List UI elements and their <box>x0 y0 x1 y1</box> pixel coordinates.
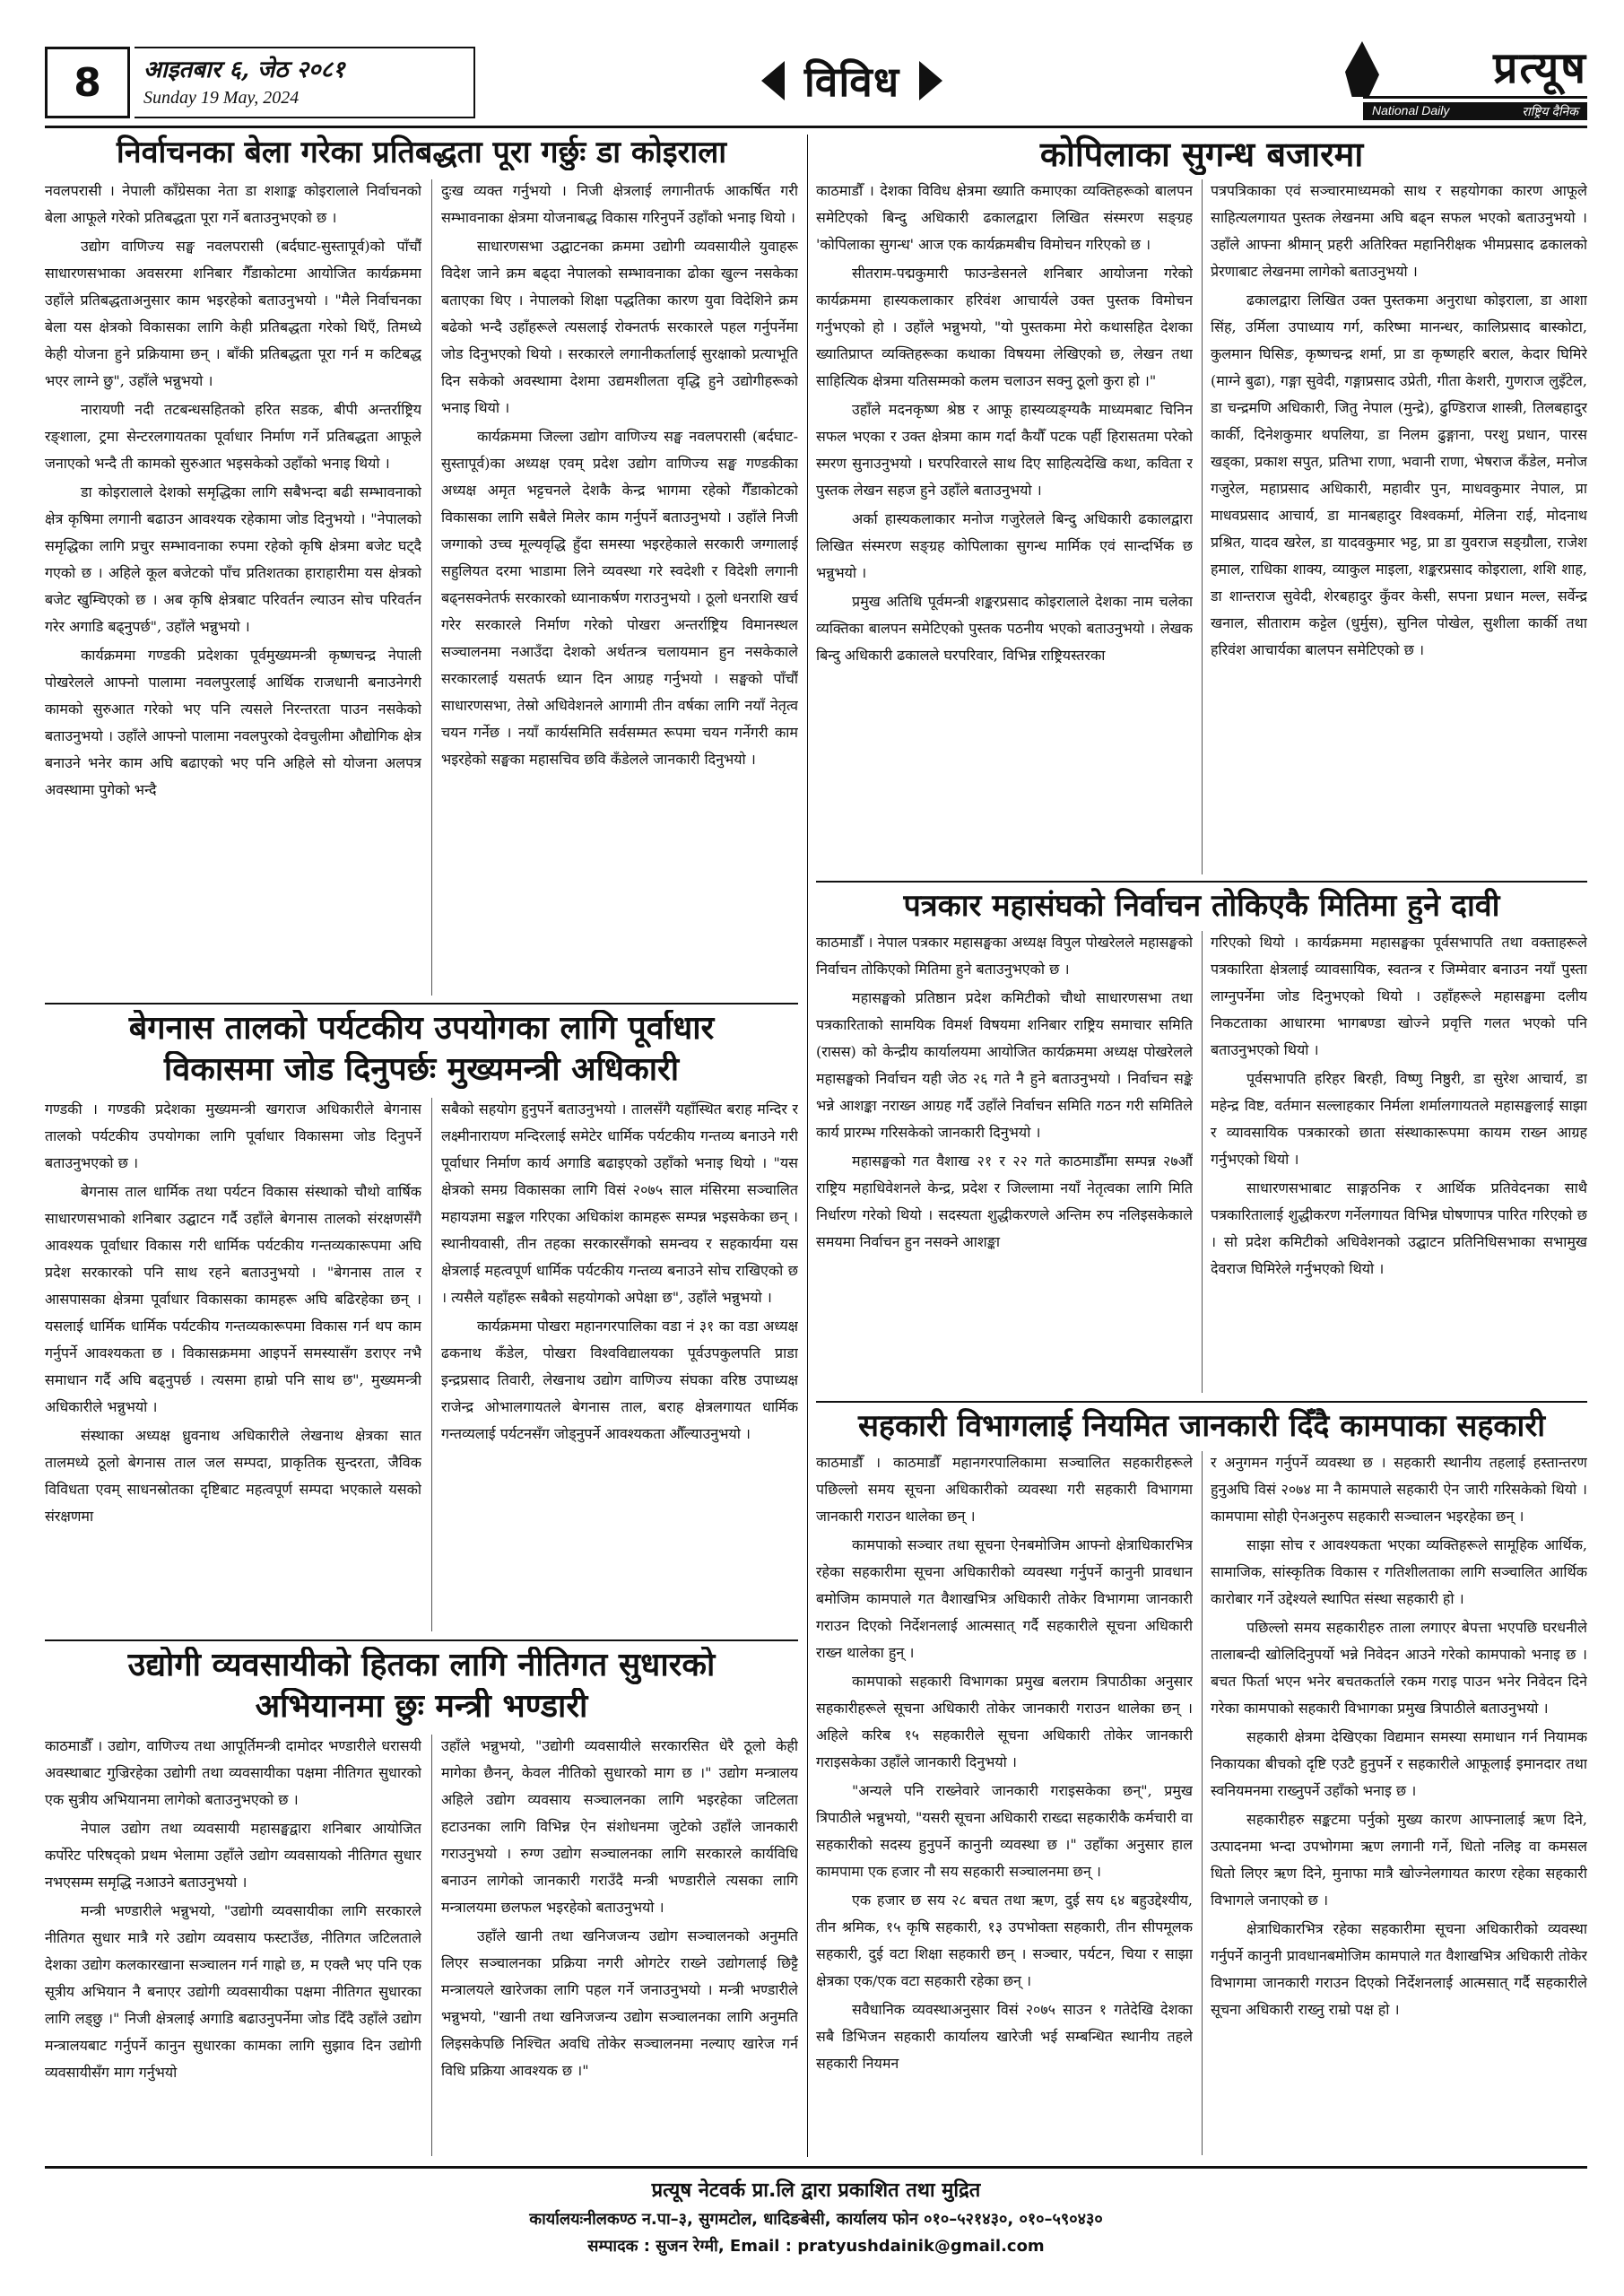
date-nepali: आइतबार ६, जेठ २०८१ <box>143 57 345 83</box>
article-begnas-col1 <box>45 1096 421 1634</box>
article-koirala-col1 <box>45 178 421 998</box>
paragraph: उहाँले भन्नुभयो, "उद्योगी व्यवसायीले सरकारसित धेरै ठूलो केही मागेका छैनन्, केवल नीतिको सुधारको माग छ ।" उद्योग मन्त्रालय अहिले उद्योग व्यवसाय सञ्चालनका लागि भइरहेका जटिलता हटाउनका लागि विभिन्न ऐन संशोधनमा जुटेको उहाँले जानकारी गराउनुभयो । रुग्ण उद्योग सञ्चालनका लागि सरकारले कार्यविधि बनाउन लागेको जानकारी गराउँदै मन्त्री भण्डारीले त्यसका लागि मन्त्रालयमा छलफल भइरहेको बताउनुभयो । <box>441 1737 798 1916</box>
headline-koirala: निर्वाचनका बेला गरेका प्रतिबद्धता पूरा गर्छुः डा कोइराला <box>116 135 727 170</box>
article-kopila-col1 <box>816 178 1193 877</box>
paragraph: मन्त्री भण्डारीले भन्नुभयो, "उद्योगी व्यवसायीका लागि सरकारले नीतिगत सुधार मात्रै गरे उद्योग व्यवसाय फस्टाउँछ, नीतिगत जटिलताले देशका उद्योग कलकारखाना सञ्चालन गर्न गाह्रो छ, म एक्लै भए पनि एक सूत्रीय अभियान नै बनाएर उद्योगी व्यवसायीका पक्षमा नीतिगत सुधारका लागि लड्छु ।" निजी क्षेत्रलाई अगाडि बढाउनुपर्नेमा जोड दिँदै उहाँले उद्योग मन्त्रालयबाट गर्नुपर्ने कानुन सुधारका कामका लागि सुझाव दिन उद्योगी व्यवसायीसँग माग गर्नुभयो <box>45 1902 421 2081</box>
article-kopila-col2 <box>1211 178 1587 877</box>
paragraph: कार्यक्रममा गण्डकी प्रदेशका पूर्वमुख्यमन्त्री कृष्णचन्द्र नेपाली पोखरेलले आफ्नो पालामा नवलपुरलाई आर्थिक राजधानी बनाउनेगरी कामको सुरुआत गरेको भए पनि त्यसले निरन्तरता पाउन नसकेको बताउनुभयो । उहाँले आफ्नो पालामा नवलपुरको देवचुलीमा औद्योगिक क्षेत्र बनाउने भनेर काम अघि बढाएको भए पनि अहिले सो योजना अलपत्र अवस्थामा पुगेको भन्दै <box>45 647 421 798</box>
headline-begnas-line1: बेगनास तालको पर्यटकीय उपयोगका लागि पूर्वाधार <box>128 1010 715 1047</box>
paragraph: उद्योग वाणिज्य सङ्घ नवलपरासी (बर्दघाट-सुस्तापूर्व)को पाँचौँ साधारणसभाका अवसरमा शनिबार गैँडाकोटमा आयोजित कार्यक्रममा उहाँले प्रतिबद्धताअनुसार काम भइरहेको बताउनुभयो । "मैले निर्वाचनका बेला यस क्षेत्रको विकासका लागि केही प्रतिबद्धता गरेको थिएँ, तिमध्ये केही योजना हुने प्रक्रियामा छन् । बाँकी प्रतिबद्धता पूरा गर्न म कटिबद्ध भएर लाग्ने छु", उहाँले भन्नुभयो । <box>45 238 421 389</box>
headline-patrakar: पत्रकार महासंघको निर्वाचन तोकिएकै मितिमा हुने दावी <box>903 888 1500 924</box>
paragraph: नेपाल उद्योग तथा व्यवसायी महासङ्घद्वारा शनिबार आयोजित कर्पोरेट परिषद्को प्रथम भेलामा उहाँले उद्योग व्यवसायको नीतिगत सुधार नभएसम्म समृद्धि नआउने बताउनुभयो । <box>45 1820 421 1891</box>
paragraph: क्षेत्राधिकारभित्र रहेका सहकारीमा सूचना अधिकारीको व्यवस्था गर्नुपर्ने कानुनी प्रावधानबमोजिम कामपाले गत वैशाखभित्र अधिकारी तोकेर विभागमा जानकारी गराउन दिएको निर्देशनलाई आत्मसात् गर्दै सहकारीले सूचना अधिकारी राख्नु राम्रो पक्ष हो । <box>1211 1920 1587 2018</box>
page-column-divider <box>807 135 808 2157</box>
paragraph: साझा सोच र आवश्यकता भएका व्यक्तिहरूले सामूहिक आर्थिक, सामाजिक, सांस्कृतिक विकास र गतिशीलताका लागि सञ्चालित आर्थिक कारोबार गर्ने उद्देश्यले स्थापित संस्था सहकारी हो । <box>1211 1536 1587 1607</box>
paragraph: सहकारी क्षेत्रमा देखिएका विद्यमान समस्या समाधान गर्न नियामक निकायका बीचको दृष्टि एउटै हुनुपर्ने र सहकारीले आफूलाई इमानदार तथा स्वनियमनमा राख्नुपर्ने उहाँको भनाइ छ । <box>1211 1728 1587 1799</box>
paragraph: एक हजार छ सय २८ बचत तथा ऋण, दुई सय ६४ बहुउद्देश्यीय, तीन श्रमिक, १५ कृषि सहकारी, १३ उपभोक्ता सहकारी, तीन सीपमूलक सहकारी, दुई वटा शिक्षा सहकारी छन् । सञ्चार, पर्यटन, चिया र साझा क्षेत्रका एक/एक वटा सहकारी रहेका छन् । <box>816 1892 1193 1989</box>
paragraph: दुःख व्यक्त गर्नुभयो । निजी क्षेत्रलाई लगानीतर्फ आकर्षित गरी सम्भावनाका क्षेत्रमा योजनाबद्ध विकास गरिनुपर्ने उहाँको भनाइ थियो । <box>441 182 798 226</box>
arrow-left-icon <box>761 61 785 100</box>
paragraph: कार्यक्रममा जिल्ला उद्योग वाणिज्य सङ्घ नवलपरासी (बर्दघाट-सुस्तापूर्व)का अध्यक्ष एवम् प्रदेश उद्योग वाणिज्य सङ्घ गण्डकीका अध्यक्ष अमृत भट्टचनले देशकै केन्द्र भागमा रहेको गैँडाकोटको विकासका लागि सबैले मिलेर काम गर्नुपर्ने बताउनुभयो । उहाँले निजी जग्गाको उच्च मूल्यवृद्धि हुँदा समस्या भइरहेकाले सरकारी जग्गालाई सहुलियत दरमा भाडामा लिने व्यवस्था गरे स्वदेशी र विदेशी लगानी बढ्नसक्नेतर्फ सरकारको ध्यानाकर्षण गराउनुभयो । ठूलो धनराशि खर्च गरेर सरकारले निर्माण गरेको पोखरा अन्तर्राष्ट्रिय विमानस्थल सञ्चालनमा नआउँदा देशको अर्थतन्त्र चलायमान हुन नसकेकाले सरकारलाई यसतर्फ ध्यान दिन आग्रह गर्नुभयो । सङ्घको पाँचौँ साधारणसभा, तेस्रो अधिवेशनले आगामी तीन वर्षका लागि नयाँ नेतृत्व चयन गर्नेछ । नयाँ कार्यसमिति सर्वसम्मत रूपमा चयन गर्नेगरी काम भइरहेको सङ्घका महासचिव छवि कँडेलले जानकारी दिनुभयो । <box>441 428 798 768</box>
paragraph: कामपाको सहकारी विभागका प्रमुख बलराम त्रिपाठीका अनुसार सहकारीहरूले सूचना अधिकारी तोकेर जानकारी गराउन थालेका छन् । अहिले करिब १५ सहकारीले सूचना अधिकारी तोकेर जानकारी गराइसकेका उहाँले जानकारी दिनुभयो । <box>816 1673 1193 1770</box>
headline-sahakari: सहकारी विभागलाई नियमित जानकारी दिँदै कामपाका सहकारी <box>857 1408 1546 1444</box>
newspaper-logo <box>1345 38 1587 123</box>
column-divider <box>431 1735 432 2156</box>
section-title: विविध <box>803 57 900 106</box>
article-separator <box>45 1003 798 1004</box>
footer <box>45 2166 1587 2265</box>
logo-sub-left: National Daily <box>1372 103 1450 117</box>
paragraph: सहकारीहरु सङ्कटमा पर्नुको मुख्य कारण आफ्नालाई ऋण दिने, उत्पादनमा भन्दा उपभोगमा ऋण लगानी गर्ने, धितो नलिइ वा कमसल धितो लिएर ऋण दिने, मुनाफा मात्रै खोज्नेलगायत कारण रहेका सहकारी विभागले जनाएको छ । <box>1211 1811 1587 1909</box>
article-koirala-col2 <box>441 178 798 998</box>
logo-sub-right: राष्ट्रिय दैनिक <box>1522 104 1578 118</box>
paragraph: महासङ्घको प्रतिष्ठान प्रदेश कमिटीको चौथो साधारणसभा तथा पत्रकारिताको सामयिक विमर्श विषयमा शनिबार राष्ट्रिय समाचार समिति (रासस) को केन्द्रीय कार्यालयमा आयोजित कार्यक्रममा अध्यक्ष पोखरेलले महासङ्घको निर्वाचन यही जेठ २६ गते नै हुने बताउनुभयो । निर्वाचन सङ्के भन्ने आशङ्का नराख्न आग्रह गर्दै उहाँले निर्वाचन समिति गठन गरी समितिले कार्य प्रारम्भ गरिसकेको जानकारी दिनुभयो । <box>816 989 1193 1141</box>
logo-subtitle <box>1363 102 1587 120</box>
footer-editor: सम्पादक : सुजन रेग्मी, Email : pratyushdainik@gmail.com <box>587 2237 1045 2256</box>
section-header <box>708 45 995 117</box>
article-patrakar-col1 <box>816 929 1193 1396</box>
paragraph: काठमाडौँ । उद्योग, वाणिज्य तथा आपूर्तिमन्त्री दामोदर भण्डारीले धरासयी अवस्थाबाट गुज्रिरहेका उद्योगी तथा व्यवसायीका पक्षमा नीतिगत सुधारको एक सुत्रीय अभियानमा लागेको बताउनुभएको छ । <box>45 1737 421 1808</box>
headline-kopila: कोपिलाका सुगन्ध बजारमा <box>1039 135 1364 174</box>
headline-bhandari-line2: अभियानमा छुः मन्त्री भण्डारी <box>255 1688 588 1725</box>
paragraph: डा कोइरालाले देशको समृद्धिका लागि सबैभन्दा बढी सम्भावनाको क्षेत्र कृषिमा लगानी बढाउन आवश्यक रहेकामा जोड दिनुभयो । "नेपालको समृद्धिका लागि प्रचुर सम्भावनाका रुपमा रहेको कृषि क्षेत्रमा बजेट घट्दै गएको छ । अहिले कूल बजेटको पाँच प्रतिशतका हाराहारीमा यस क्षेत्रको बजेट खुम्चिएको छ । अब कृषि क्षेत्रबाट परिवर्तन ल्याउन सोच परिवर्तन गरेर अगाडि बढ्नुपर्छ", उहाँले भन्नुभयो । <box>45 483 421 635</box>
page-number: 8 <box>45 47 130 118</box>
paragraph: नवलपरासी । नेपाली काँग्रेसका नेता डा शशाङ्क कोइरालाले निर्वाचनको बेला आफूले गरेको प्रतिबद्धता पूरा गर्ने बताउनुभएको छ । <box>45 182 421 226</box>
paragraph: साधारणसभाबाट साङ्गठनिक र आर्थिक प्रतिवेदनका साथै पत्रकारितालाई शुद्धीकरण गर्नेलगायत विभिन्न घोषणापत्र पारित गरिएको छ । सो प्रदेश कमिटीको अधिवेशनको उद्घाटन प्रतिनिधिसभाका सभामुख देवराज घिमिरेले गर्नुभएको थियो । <box>1211 1179 1587 1277</box>
paragraph: नारायणी नदी तटबन्धसहितको हरित सडक, बीपी अन्तर्राष्ट्रिय रङ्शाला, ट्रमा सेन्टरलगायतका पूर्वाधार निर्माण गर्ने प्रतिबद्धता आफूले जनाएको भन्दै ती कामको सुरुआत भइसकेको उहाँको भनाइ थियो । <box>45 401 421 472</box>
top-rule <box>45 126 1587 128</box>
article-separator <box>816 881 1587 883</box>
article-bhandari-col2 <box>441 1733 798 2159</box>
headline-bhandari-line1: उद्योगी व्यवसायीको हितका लागि नीतिगत सुधारको <box>127 1647 716 1683</box>
article-separator <box>816 1401 1587 1403</box>
paragraph: काठमाडौँ । काठमाडौँ महानगरपालिकामा सञ्चालित सहकारीहरूले पछिल्लो समय सूचना अधिकारीको व्यवस्था गरी सहकारी विभागमा जानकारी गराउन थालेका छन् । <box>816 1454 1193 1525</box>
paragraph: ढकालद्वारा लिखित उक्त पुस्तकमा अनुराधा कोइराला, डा आशा सिंह, उर्मिला उपाध्याय गर्ग, करिष्मा मानन्धर, कालिप्रसाद बास्कोटा, कुलमान घिसिङ, कृष्णचन्द्र शर्मा, प्रा डा कृष्णहरि बराल, केदार घिमिरे (माग्ने बुढा), गङ्गा सुवेदी, गङ्गाप्रसाद उप्रेती, गीता केशरी, गुणराज लुइँटेल, डा चन्द्रमणि अधिकारी, जितु नेपाल (मुन्द्रे), ढुण्डिराज शास्त्री, तिलबहादुर कार्की, दिनेशकुमार थपलिया, डा निलम ढुङ्गाना, परशु प्रधान, पारस खड्का, प्रकाश सपुत, प्रतिभा राणा, भवानी राणा, भेषराज कँडेल, मनोज गजुरेल, महाप्रसाद अधिकारी, महावीर पुन, माधवकुमार नेपाल, प्रा माधवप्रसाद आचार्य, डा मानबहादुर विश्वकर्मा, मेलिना राई, मोदनाथ प्रश्रित, यादव खरेल, डा यादवकुमार भट्ट, प्रा डा युवराज सङ्ग्रौला, राजेश हमाल, राधिका शाक्य, व्याकुल माइला, शङ्करप्रसाद कोइराला, शशि शाह, डा शान्तराज सुवेदी, शेरबहादुर कुँवर केसी, सपना प्रधान मल्ल, सर्वेन्द्र खनाल, सीताराम कट्टेल (धुर्मुस), सुनिल पोखेल, सुशीला कार्की तथा हरिवंश आचार्यका बालपन समेटिएको छ । <box>1211 291 1587 658</box>
paragraph: पत्रपत्रिकाका एवं सञ्चारमाध्यमको साथ र सहयोगका कारण आफूले साहित्यलगायत पुस्तक लेखनमा अघि बढ्न सफल भएको बताउनुभयो । उहाँले आफ्ना श्रीमान् प्रहरी अतिरिक्त महानिरीक्षक भीमप्रसाद ढकालको प्रेरणाबाट लेखनमा लागेको बताउनुभयो । <box>1211 182 1587 280</box>
footer-address: कार्यालयःनीलकण्ठ न.पा–३, सुगमटोल, धादिङबेसी, कार्यालय फोन ०१०–५२१४३०, ०१०–५९०४३० <box>529 2210 1103 2229</box>
paragraph: पूर्वसभापति हरिहर बिरही, विष्णु निष्ठुरी, डा सुरेश आचार्य, डा महेन्द्र विष्ट, वर्तमान सल्लाहकार निर्मला शर्मालगायतले महासङ्घलाई साझा र व्यावसायिक पत्रकारको छाता संस्थाकारूपमा कायम राख्न आग्रह गर्नुभएको थियो । <box>1211 1070 1587 1168</box>
paragraph: प्रमुख अतिथि पूर्वमन्त्री शङ्करप्रसाद कोइरालाले देशका नाम चलेका व्यक्तिका बालपन समेटिएको पुस्तक पठनीय भएको बताउनुभयो । लेखक बिन्दु अधिकारी ढकालले घरपरिवार, विभिन्न राष्ट्रियस्तरका <box>816 593 1193 664</box>
logo-text: प्रत्यूष <box>1363 38 1587 99</box>
masthead <box>45 38 1587 123</box>
paragraph: पछिल्लो समय सहकारीहरु ताला लगाएर बेपत्ता भएपछि घरधनीले तालाबन्दी खोलिदिनुपर्यो भन्ने निवेदन आउने गरेको कामपाको भनाइ छ । बचत फिर्ता भएन भनेर बचतकर्ताले रकम गराइ पाउन भनेर निवेदन दिने गरेका कामपाको सहकारी विभागका प्रमुख त्रिपाठीले बताउनुभयो । <box>1211 1619 1587 1717</box>
paragraph: बेगनास ताल धार्मिक तथा पर्यटन विकास संस्थाको चौथो वार्षिक साधारणसभाको शनिबार उद्घाटन गर्दै उहाँले बेगनास तालको संरक्षणसँगै आवश्यक पूर्वाधार विकास गरी धार्मिक पर्यटकीय गन्तव्यकारूपमा अघि प्रदेश सरकारको पनि साथ रहने बताउनुभयो । "बेगनास ताल र आसपासका क्षेत्रमा पूर्वाधार विकासका कामहरू अघि बढिरहेका छन् । यसलाई धार्मिक धार्मिक पर्यटकीय गन्तव्यकारूपमा विकास गर्न थप काम गर्नुपर्ने आवश्यकता छ । विकासक्रममा आइपर्ने समस्यासँग डराएर नभै समाधान गर्दै अघि बढ्नुपर्छ । त्यसमा हाम्रो पनि साथ छ", मुख्यमन्त्री अधिकारीले भन्नुभयो । <box>45 1183 421 1415</box>
column-divider <box>1202 179 1203 874</box>
article-sahakari-col2 <box>1211 1449 1587 2158</box>
paragraph: अर्का हास्यकलाकार मनोज गजुरेलले बिन्दु अधिकारी ढकालद्वारा लिखित संस्मरण सङ्ग्रह कोपिलाका सुगन्ध मार्मिक एवं सान्दर्भिक छ भन्नुभयो । <box>816 510 1193 581</box>
paragraph: सबैको सहयोग हुनुपर्ने बताउनुभयो । तालसँगै यहाँस्थित बराह मन्दिर र लक्ष्मीनारायण मन्दिरलाई समेटेर धार्मिक पर्यटकीय गन्तव्य बनाउने गरी पूर्वाधार निर्माण कार्य अगाडि बढाइएको उहाँको भनाइ थियो । "यस क्षेत्रको समग्र विकासका लागि विसं २०७५ साल मंसिरमा सञ्चालित महायज्ञमा सङ्कल गरिएका अधिकांश कामहरू सम्पन्न भइसकेका छन् । स्थानीयवासी, तीन तहका सरकारसँगको समन्वय र सहकार्यमा यस क्षेत्रलाई महत्वपूर्ण धार्मिक पर्यटकीय गन्तव्य बनाउने सोच राखिएको छ । त्यसैले यहाँहरू सबैको सहयोगको अपेक्षा छ", उहाँले भन्नुभयो । <box>441 1100 798 1306</box>
paragraph: महासङ्घको गत वैशाख २१ र २२ गते काठमाडौँमा सम्पन्न २७औँ राष्ट्रिय महाधिवेशनले केन्द्र, प्रदेश र जिल्लामा नयाँ नेतृत्वका लागि मिति निर्धारण गरेको थियो । सदस्यता शुद्धीकरणले अन्तिम रुप नलिइसकेकाले समयमा निर्वाचन हुन नसक्ने आशङ्का <box>816 1152 1193 1250</box>
footer-publisher: प्रत्यूष नेटवर्क प्रा.लि द्वारा प्रकाशित तथा मुद्रित <box>651 2179 981 2202</box>
article-bhandari-col1 <box>45 1733 421 2159</box>
paragraph: कामपाको सञ्चार तथा सूचना ऐनबमोजिम आफ्नो क्षेत्राधिकारभित्र रहेका सहकारीमा सूचना अधिकारीको व्यवस्था गर्नुपर्ने कानुनी प्रावधान बमोजिम कामपाले गत वैशाखभित्र अधिकारी तोकेर विभागमा जानकारी गराउन दिएको निर्देशनलाई आत्मसात् गर्दै सहकारीले सूचना अधिकारी राख्न थालेका हुन् । <box>816 1536 1193 1661</box>
paragraph: सीतराम-पद्मकुमारी फाउन्डेसनले शनिबार आयोजना गरेको कार्यक्रममा हास्यकलाकार हरिवंश आचार्यले उक्त पुस्तक विमोचन गर्नुभएको हो । उहाँले भन्नुभयो, "यो पुस्तकमा मेरो कथासहित देशका ख्यातिप्राप्त व्यक्तिहरूका कथाका विषयमा लेखिएको छ, लेखन तथा साहित्यिक क्षेत्रमा यतिसम्मको कलम चलाउन सक्नु ठूलो कुरा हो ।" <box>816 265 1193 389</box>
paragraph: र अनुगमन गर्नुपर्ने व्यवस्था छ । सहकारी स्थानीय तहलाई हस्तान्तरण हुनुअघि विसं २०७४ मा नै कामपाले सहकारी ऐन जारी गरिसकेको थियो । कामपामा सोही ऐनअनुरुप सहकारी सञ्चालन भइरहेका छन् । <box>1211 1454 1587 1525</box>
paragraph: "अन्यले पनि राख्नेवारे जानकारी गराइसकेका छन्", प्रमुख त्रिपाठीले भन्नुभयो, "यसरी सूचना अधिकारी राख्दा सहकारीकै कर्मचारी वा सहकारीको सदस्य हुनुपर्ने कानुनी व्यवस्था छ ।" उहाँका अनुसार हाल कामपामा एक हजार नौ सय सहकारी सञ्चालनमा छन् । <box>816 1782 1193 1880</box>
paragraph: काठमाडौँ । नेपाल पत्रकार महासङ्घका अध्यक्ष विपुल पोखरेलले महासङ्घको निर्वाचन तोकिएको मितिमा हुने बताउनुभएको छ । <box>816 934 1193 978</box>
headline-begnas-line2: विकासमा जोड दिनुपर्छः मुख्यमन्त्री अधिकारी <box>163 1051 680 1088</box>
column-divider <box>1202 931 1203 1393</box>
paragraph: कार्यक्रममा पोखरा महानगरपालिका वडा नं ३१ का वडा अध्यक्ष ढकनाथ कँडेल, पोखरा विश्वविद्यालयका पूर्वउपकुलपति प्राडा इन्द्रप्रसाद तिवारी, लेखनाथ उद्योग वाणिज्य संघका वरिष्ठ उपाध्यक्ष राजेन्द्र ओभालगायतले बेगनास ताल, बराह क्षेत्रलगायत धार्मिक गन्तव्यलाई पर्यटनसँग जोड्नुपर्ने आवश्यकता औँल्याउनुभयो । <box>441 1318 798 1442</box>
column-divider <box>431 179 432 996</box>
paragraph: काठमाडौँ । देशका विविध क्षेत्रमा ख्याति कमाएका व्यक्तिहरूको बालपन समेटिएको बिन्दु अधिकारी ढकालद्वारा लिखित संस्मरण सङ्ग्रह 'कोपिलाका सुगन्ध' आज एक कार्यक्रमबीच विमोचन गरिएको छ । <box>816 182 1193 253</box>
date-box <box>135 47 475 118</box>
date-english: Sunday 19 May, 2024 <box>143 88 300 108</box>
paragraph: उहाँले मदनकृष्ण श्रेष्ठ र आफू हास्यव्यङ्ग्यकै माध्यमबाट चिनिन सफल भएका र उक्त क्षेत्रमा काम गर्दा कैयौँ पटक पर्ही हिरासतमा परेको स्मरण सुनाउनुभयो । घरपरिवारले साथ दिए साहित्यदेखि कथा, कविता र पुस्तक लेखन सहज हुने उहाँले बताउनुभयो । <box>816 401 1193 499</box>
paragraph: गरिएको थियो । कार्यक्रममा महासङ्घका पूर्वसभापति तथा वक्ताहरूले पत्रकारिता क्षेत्रलाई व्यावसायिक, स्वतन्त्र र जिम्मेवार बनाउन नयाँ पुस्ता लाग्नुपर्नेमा जोड दिनुभएको थियो । उहाँहरूले महासङ्घमा दलीय निकटताका आधारमा भागबण्डा खोज्ने प्रवृत्ति गलत भएको पनि बताउनुभएको थियो । <box>1211 934 1587 1058</box>
paragraph: उहाँले खानी तथा खनिजजन्य उद्योग सञ्चालनको अनुमति लिएर सञ्चालनका प्रक्रिया नगरी ओगटेर राख्ने उद्योगलाई छिट्टै मन्त्रालयले खारेजका लागि पहल गर्ने जनाउनुभयो । मन्त्री भण्डारीले भन्नुभयो, "खानी तथा खनिजजन्य उद्योग सञ्चालनका लागि अनुमति लिइसकेपछि निश्चित अवधि तोकेर सञ्चालनमा नल्याए खारेज गर्न विधि प्रक्रिया आवश्यक छ ।" <box>441 1927 798 2079</box>
article-separator <box>45 1639 798 1641</box>
paragraph: सवैधानिक व्यवस्थाअनुसार विसं २०७५ साउन १ गतेदेखि देशका सबै डिभिजन सहकारी कार्यालय खारेजी भई सम्बन्धित स्थानीय तहले सहकारी नियमन <box>816 2001 1193 2072</box>
article-sahakari-col1 <box>816 1449 1193 2158</box>
paragraph: साधारणसभा उद्घाटनका क्रममा उद्योगी व्यवसायीले युवाहरू विदेश जाने क्रम बढ्दा नेपालको सम्भावनाका ढोका खुल्न नसकेका बताएका थिए । नेपालको शिक्षा पद्धतिका कारण युवा विदेशिने क्रम बढेको भन्दै उहाँहरूले त्यसलाई रोक्नतर्फ सरकारले पहल गर्नुपर्नेमा जोड दिनुभएको थियो । सरकारले लगानीकर्तालाई सुरक्षाको प्रत्याभूति दिन सकेको अवस्थामा देशमा उद्यमशीलता वृद्धि हुने उद्योगीहरूको भनाइ थियो । <box>441 238 798 416</box>
article-patrakar-col2 <box>1211 929 1587 1396</box>
article-begnas-col2 <box>441 1096 798 1634</box>
paragraph: गण्डकी । गण्डकी प्रदेशका मुख्यमन्त्री खगराज अधिकारीले बेगनास तालको पर्यटकीय उपयोगका लागि पूर्वाधार विकासमा जोड दिनुपर्ने बताउनुभएको छ । <box>45 1100 421 1171</box>
column-divider <box>1202 1451 1203 2155</box>
column-divider <box>431 1098 432 1631</box>
arrow-right-icon <box>919 61 942 100</box>
paragraph: संस्थाका अध्यक्ष ध्रुवनाथ अधिकारीले लेखनाथ क्षेत्रका सात तालमध्ये ठूलो बेगनास ताल जल सम्पदा, प्राकृतिक सुन्दरता, जैविक विविधता एवम् साधनस्रोतका दृष्टिबाट महत्वपूर्ण सम्पदा भएकाले यसको संरक्षणमा <box>45 1427 421 1525</box>
